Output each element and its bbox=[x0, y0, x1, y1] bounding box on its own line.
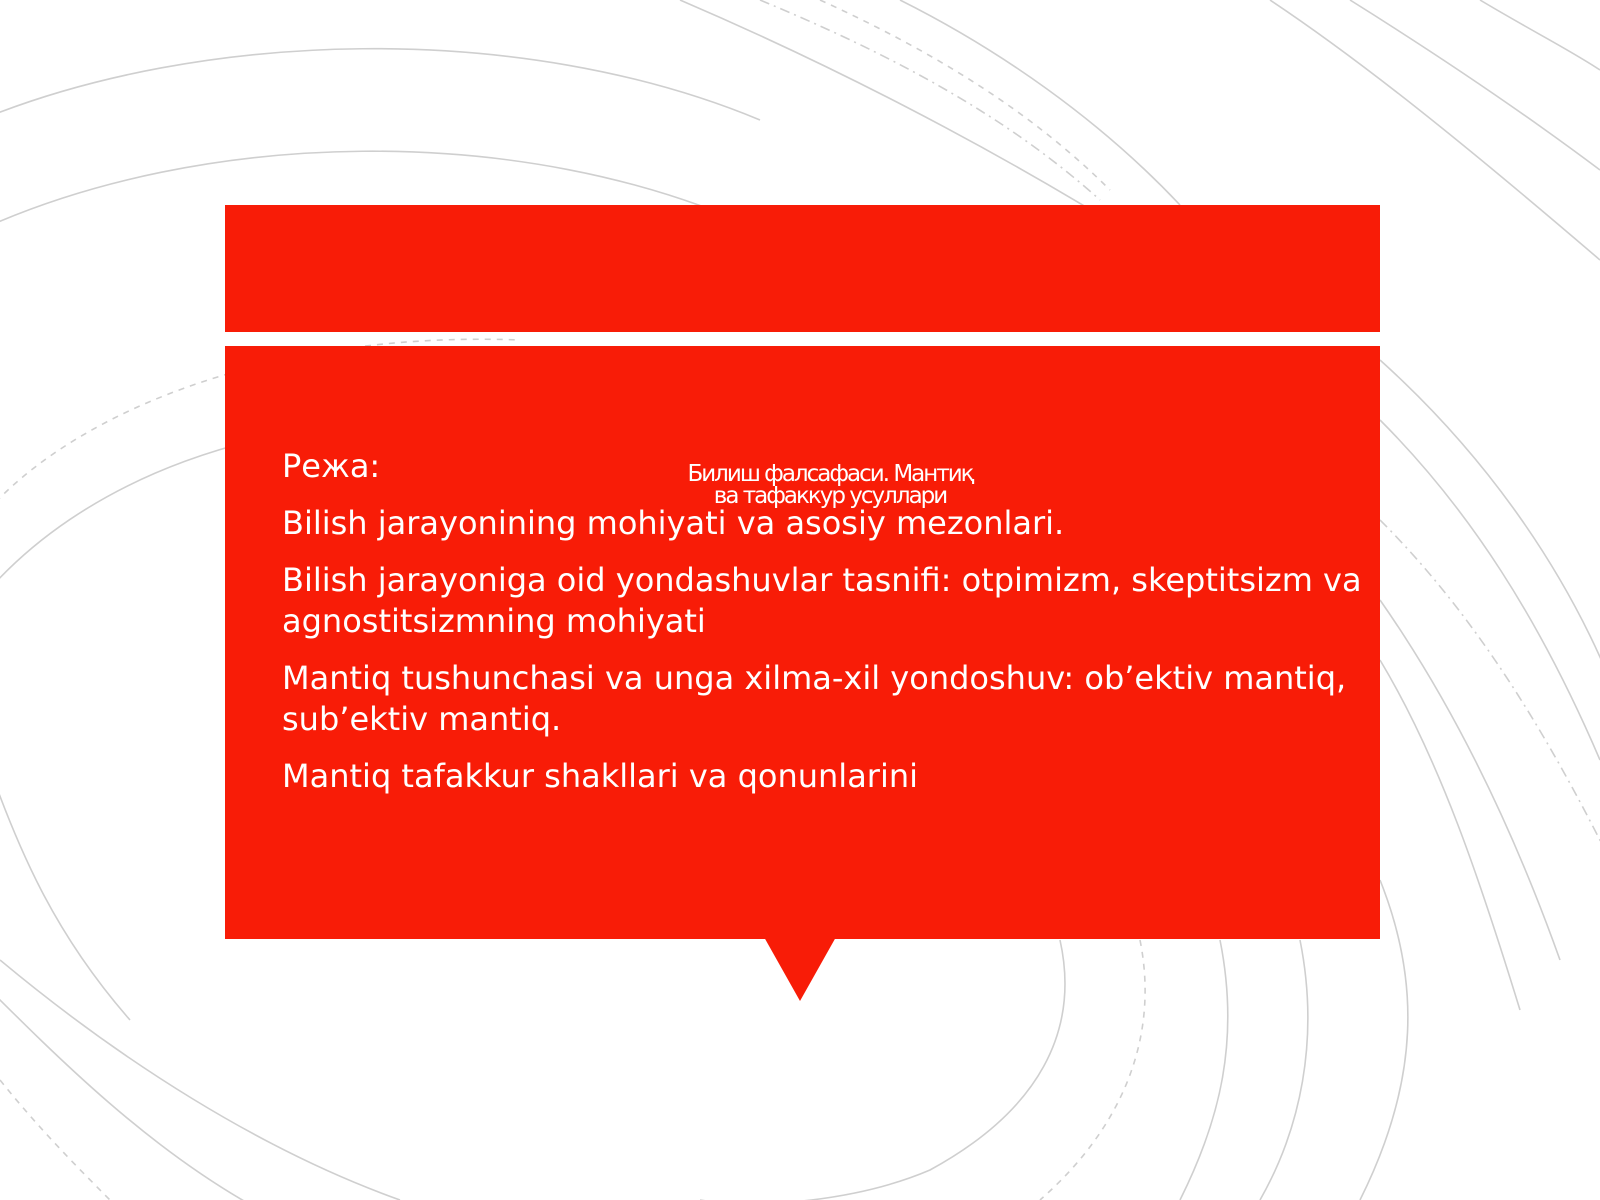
plan-item: Mantiq tafakkur shakllari va qonunlarini bbox=[282, 757, 919, 795]
decor-curve bbox=[1380, 360, 1600, 680]
plan-item: Bilish jarayonining mohiyati va asosiy mezonlari. bbox=[282, 504, 1065, 542]
decor-curve bbox=[1380, 520, 1600, 860]
plan-item: Bilish jarayoniga oid yondashuvlar tasnifi: otpimizm, skeptitsizm va agnostitsizmning mohiyati bbox=[282, 561, 1362, 640]
callout-pointer bbox=[764, 937, 836, 1001]
plan-item: Mantiq tushunchasi va unga xilma-xil yondoshuv: ob’ektiv mantiq, sub’ektiv mantiq. bbox=[282, 659, 1347, 738]
decor-curve bbox=[700, 940, 1065, 1200]
decor-curve bbox=[0, 980, 260, 1200]
decor-curve bbox=[1180, 940, 1228, 1200]
decor-curve bbox=[1380, 600, 1560, 960]
decor-line bbox=[820, 0, 1110, 190]
slide-title-line-1: Билиш фалсафаси. Мантиқ bbox=[687, 461, 973, 487]
title-bar bbox=[225, 205, 1380, 332]
decor-curve bbox=[0, 740, 130, 1020]
decor-line bbox=[900, 0, 1180, 205]
decor-curve bbox=[0, 1080, 120, 1200]
decor-curve bbox=[1040, 940, 1145, 1200]
decor-curve bbox=[0, 960, 400, 1200]
slide-title-line-2: ва тафаккур усуллари bbox=[713, 483, 947, 509]
decor-line bbox=[680, 0, 1140, 240]
decor-curve bbox=[0, 49, 760, 120]
plan-list bbox=[282, 446, 1362, 813]
decor-curve bbox=[1260, 940, 1308, 1200]
decor-line bbox=[760, 0, 1100, 200]
plan-heading: Режа: bbox=[282, 447, 381, 485]
decor-curve bbox=[1380, 420, 1600, 760]
decor-line bbox=[1480, 0, 1600, 70]
